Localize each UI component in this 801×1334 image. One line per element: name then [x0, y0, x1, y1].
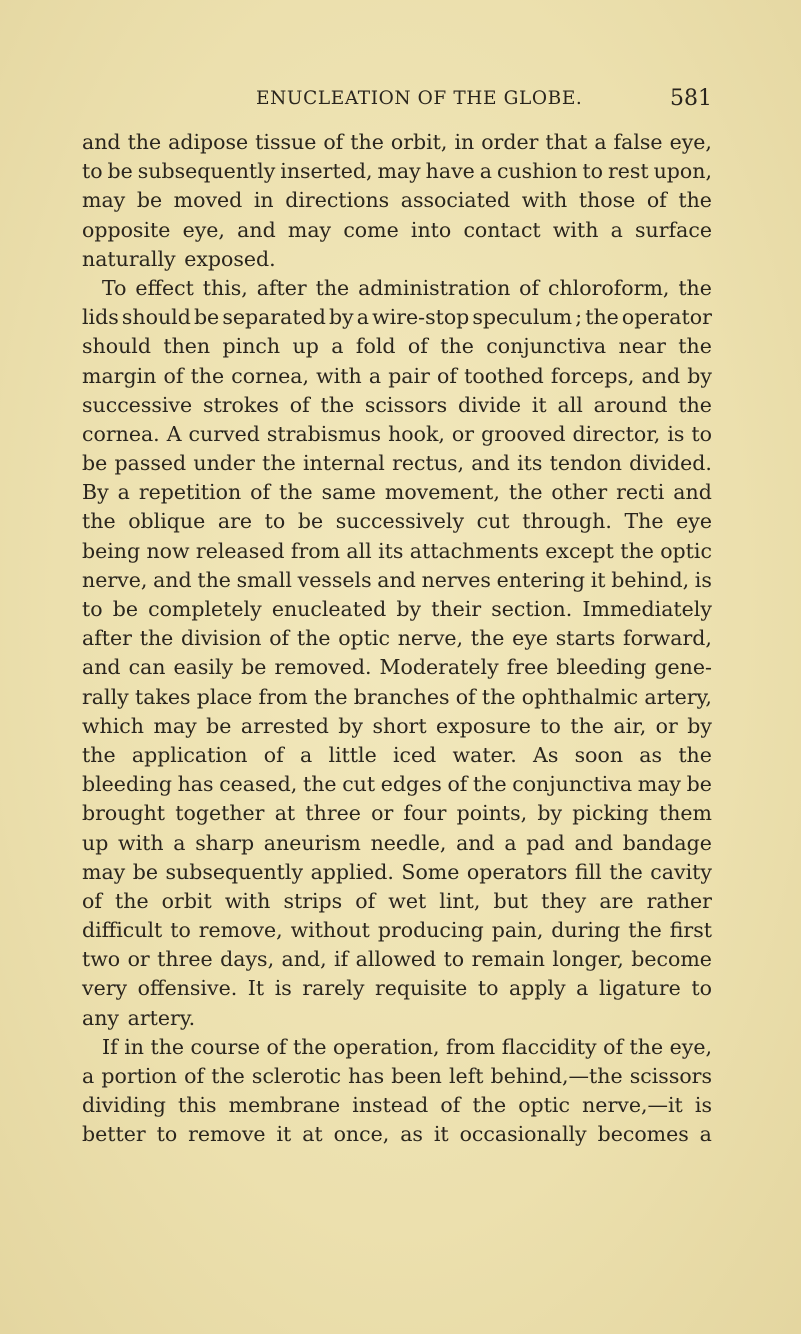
text-line: to be completely enucleated by their section. Immediately [82, 597, 712, 621]
text-line: brought together at three or four points, by picking them [82, 801, 712, 826]
text-line: margin of the cornea, with a pair of toothed forceps, and by [82, 363, 712, 388]
text-line: being now released from all its attachments except the optic [82, 538, 712, 563]
text-line: To effect this, after the administration of chloroform, the [102, 275, 712, 300]
text-line: should then pinch up a fold of the conjunctiva near the [82, 334, 712, 359]
text-line: a portion of the sclerotic has been left behind,—the scissors [82, 1064, 712, 1088]
text-line: By a repetition of the same movement, the other recti and [82, 480, 712, 505]
text-line: successive strokes of the scissors divide it all around the [82, 392, 712, 417]
text-line: the oblique are to be successively cut through. The eye [82, 509, 712, 534]
text-line: better to remove it at once, as it occasionally becomes a [82, 1122, 712, 1147]
text-line: bleeding has ceased, the cut edges of the conjunctiva may be [82, 772, 712, 797]
text-line: the application of a little iced water. As soon as the [82, 742, 712, 767]
body-text [82, 128, 712, 1150]
text-line: after the division of the optic nerve, the eye starts forward, [82, 626, 712, 651]
text-line: may be moved in directions associated with those of the [82, 188, 712, 213]
text-line: any artery. [82, 1005, 196, 1030]
text-line: which may be arrested by short exposure to the air, or by [82, 713, 712, 738]
text-line: difficult to remove, without producing pain, during the first [82, 918, 712, 943]
text-line: two or three days, and, if allowed to remain longer, become [82, 947, 712, 972]
text-line: nerve, and the small vessels and nerves entering it behind, is [82, 567, 712, 592]
text-line: lids should be separated by a wire-stop speculum ; the operator [82, 305, 712, 330]
text-line: very offensive. It is rarely requisite to apply a ligature to [82, 976, 712, 1001]
text-line: and the adipose tissue of the orbit, in order that a false eye, [82, 130, 712, 154]
text-line: rally takes place from the branches of the ophthalmic artery, [82, 684, 712, 709]
text-line: cornea. A curved strabismus hook, or grooved director, is to [82, 421, 712, 446]
text-line: If in the course of the operation, from flaccidity of the eye, [102, 1034, 712, 1059]
text-line: opposite eye, and may come into contact with a surface [82, 217, 712, 242]
text-line: and can easily be removed. Moderately free bleeding gene- [82, 655, 712, 680]
running-head [82, 88, 712, 118]
text-line: to be subsequently inserted, may have a cushion to rest upon, [82, 159, 712, 184]
text-line: of the orbit with strips of wet lint, but they are rather [82, 888, 712, 913]
text-line: up with a sharp aneurism needle, and a pad and bandage [82, 830, 712, 855]
text-line: be passed under the internal rectus, and its tendon divided. [82, 451, 712, 476]
text-line: naturally exposed. [82, 246, 276, 271]
page-number: 581 [670, 86, 712, 111]
text-line: may be subsequently applied. Some operators fill the cavity [82, 859, 712, 884]
text-line: dividing this membrane instead of the optic nerve,—it is [82, 1093, 712, 1118]
running-title: ENUCLEATION OF THE GLOBE. [256, 88, 583, 109]
